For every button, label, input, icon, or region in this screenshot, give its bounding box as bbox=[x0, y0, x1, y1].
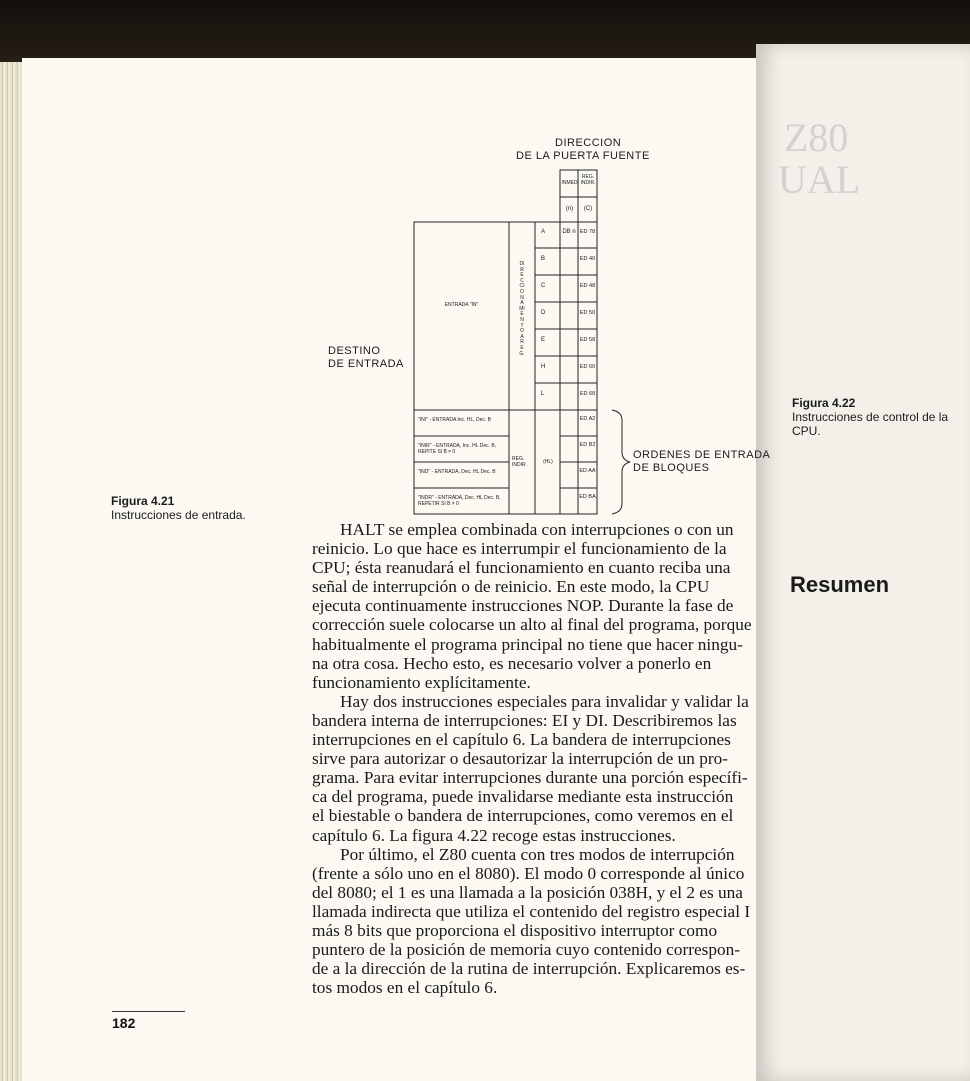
block-instruction: "IND" - ENTRADA, Dec. HL Dec. B bbox=[418, 469, 496, 475]
opcode: ED 58 bbox=[579, 337, 596, 343]
entrada-in-label: ENTRADA "IN" bbox=[444, 302, 479, 308]
text-line: grama. Para evitar interrupciones durante una porción específi- bbox=[312, 768, 748, 788]
text-line: (frente a sólo uno en el 8080). El modo 0 corresponde al único bbox=[312, 863, 745, 883]
register-label: C bbox=[541, 283, 546, 289]
text-line: Por último, el Z80 cuenta con tres modos de interrupción bbox=[340, 844, 735, 864]
block-instruction: "INIR" - ENTRADA, Inc. HL Dec. B, REPITE SI B ≠ 0 bbox=[418, 443, 497, 455]
text-line: Hay dos instrucciones especiales para invalidar y validar la bbox=[340, 691, 749, 711]
register-label: B bbox=[541, 256, 546, 262]
text-line: de a la dirección de la rutina de interrupción. Explicaremos es- bbox=[312, 959, 746, 979]
diagram-left-label: DE ENTRADA bbox=[328, 358, 404, 370]
figure-caption-text: Instrucciones de entrada. bbox=[111, 508, 246, 522]
opcode: ED A2 bbox=[579, 416, 596, 422]
text-line: na otra cosa. Hecho esto, es necesario volver a ponerlo en bbox=[312, 653, 712, 673]
text-line: más 8 bits que proporciona el dispositivo interruptor como bbox=[312, 920, 718, 940]
text-line: del 8080; el 1 es una llamada a la posición 038H, y el 2 es una bbox=[312, 882, 743, 902]
opcode: ED AA bbox=[579, 468, 596, 474]
diagram-top-label: DE LA PUERTA FUENTE bbox=[516, 150, 650, 162]
text-line: tos modos en el capítulo 6. bbox=[312, 978, 498, 998]
text-line: HALT se emplea combinada con interrupciones o con un bbox=[340, 520, 734, 539]
diagram-top-label: DIRECCION bbox=[555, 137, 622, 149]
bleed-through-text: Z80 bbox=[784, 115, 849, 160]
register-label: A bbox=[541, 229, 546, 235]
paragraph bbox=[312, 845, 780, 998]
opcode: ED 78 bbox=[579, 229, 596, 235]
body-text bbox=[312, 520, 780, 997]
text-line: corrección suele colocarse un alto al final del programa, porque bbox=[312, 615, 752, 635]
opcode: ED 48 bbox=[579, 283, 596, 289]
register-label: D bbox=[541, 310, 546, 316]
text-line: capítulo 6. La figura 4.22 recoge estas instrucciones. bbox=[312, 825, 676, 845]
register-label: H bbox=[541, 364, 546, 370]
column-header-c: (C) bbox=[583, 206, 593, 212]
figure-number: Figura 4.22 bbox=[792, 396, 856, 410]
text-line: bandera interna de interrupciones: EI y DI. Describiremos las bbox=[312, 710, 737, 730]
column-header-n: (n) bbox=[565, 206, 574, 212]
opcode: ED 50 bbox=[579, 310, 596, 316]
text-line: reinicio. Lo que hace es interrumpir el funcionamiento de la bbox=[312, 539, 727, 559]
reg-indir-label: REG. INDIR. bbox=[512, 456, 527, 468]
register-label: L bbox=[541, 391, 545, 397]
page-number: 182 bbox=[112, 1015, 136, 1031]
opcode: ED 68 bbox=[579, 391, 596, 397]
hl-label: (HL) bbox=[543, 459, 553, 465]
page-number-rule bbox=[112, 1011, 185, 1012]
column-header-inmed: INMED bbox=[561, 180, 578, 186]
block-orders-label: ORDENES DE ENTRADA bbox=[633, 449, 771, 461]
opcode: ED 40 bbox=[579, 256, 596, 262]
paragraph bbox=[312, 520, 780, 692]
text-line: CPU; ésta reanudará el funcionamiento en cuanto reciba una bbox=[312, 558, 731, 578]
opcode: ED BA bbox=[579, 494, 596, 500]
db-n-code: DB n bbox=[562, 229, 576, 235]
block-orders-label: DE BLOQUES bbox=[633, 462, 710, 474]
text-line: señal de interrupción o de reinicio. En este modo, la CPU bbox=[312, 577, 710, 597]
figure-number: Figura 4.21 bbox=[111, 494, 175, 508]
figure-caption-text: CPU. bbox=[792, 424, 821, 438]
opcode: ED B2 bbox=[579, 442, 596, 448]
section-heading: Resumen bbox=[790, 572, 890, 597]
text-line: llamada indirecta que utiliza el contenido del registro especial I bbox=[312, 901, 751, 921]
text-line: habitualmente el programa principal no tiene que hacer ningu- bbox=[312, 634, 743, 654]
vertical-label: DIRECCIONAMIENTO A REG. bbox=[519, 261, 525, 357]
diagram-left-label: DESTINO bbox=[328, 345, 381, 357]
opcode: ED 60 bbox=[579, 364, 596, 370]
bleed-through-text: UAL bbox=[778, 157, 861, 202]
block-instruction: "INI" - ENTRADA Inc. HL, Dec. B bbox=[418, 417, 492, 423]
text-line: funcionamiento explícitamente. bbox=[312, 672, 531, 692]
text-line: puntero de la posición de memoria cuyo contenido correspon- bbox=[312, 940, 741, 960]
paragraph bbox=[312, 692, 780, 845]
block-instruction: "INDR" - ENTRADA, Dec. HL Dec. B, REPETIR SI B ≠ 0 bbox=[418, 495, 501, 507]
text-line: ejecuta continuamente instrucciones NOP. Durante la fase de bbox=[312, 596, 734, 616]
text-line: el biestable o bandera de interrupciones, como veremos en el bbox=[312, 806, 734, 826]
register-label: E bbox=[541, 337, 546, 343]
column-header-reg-indir: REG. INDIR. bbox=[580, 174, 596, 186]
figure-caption-text: Instrucciones de control de la bbox=[792, 410, 949, 424]
text-line: interrupciones en el capítulo 6. La bandera de interrupciones bbox=[312, 730, 731, 750]
text-line: sirve para autorizar o desautorizar la interrupción de un pro- bbox=[312, 749, 729, 769]
text-line: ca del programa, puede invalidarse mediante esta instrucción bbox=[312, 787, 734, 807]
